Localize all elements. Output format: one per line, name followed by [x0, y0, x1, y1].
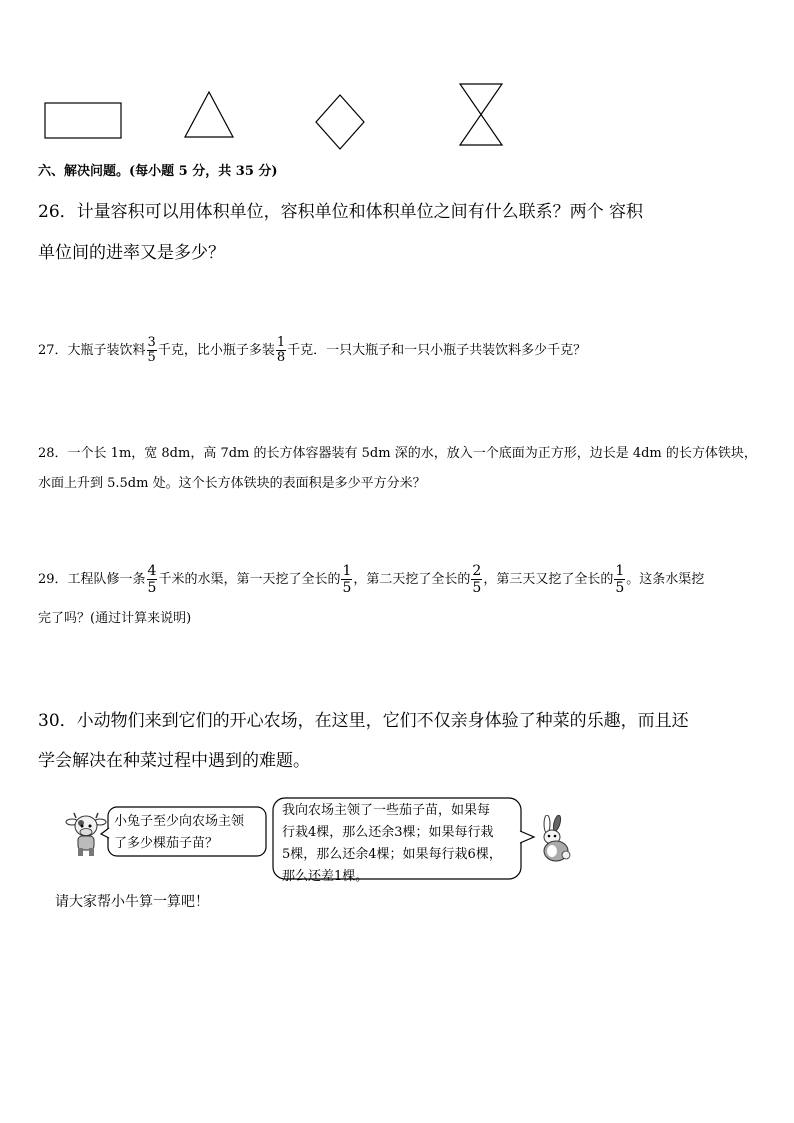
- rabbit-icon: [536, 815, 572, 863]
- diamond-shape: [314, 93, 366, 151]
- section-title: 六、解决问题。(每小题 5 分，共 35 分): [38, 164, 278, 179]
- q27-text: [38, 336, 586, 365]
- fraction-numerator: 1: [342, 563, 352, 579]
- q29-part4: ，第三天又挖了全长的: [483, 572, 614, 587]
- q29-part2: 千米的水渠，第一天挖了全长的: [158, 572, 341, 587]
- q28-line2: 水面上升到 5.5dm 处。这个长方体铁块的表面积是多少平方分米？: [38, 476, 426, 491]
- rabbit-bubble-line: 那么还差1棵。: [282, 869, 369, 884]
- q29-part1: 29．工程队修一条: [38, 572, 146, 587]
- fraction-numerator: 4: [147, 563, 157, 579]
- hourglass-shape: [458, 82, 504, 148]
- q29-fraction-2: [341, 563, 352, 596]
- fraction-numerator: 3: [147, 335, 156, 350]
- q27-part3: 千克．一只大瓶子和一只小瓶子共装饮料多少千克？: [287, 343, 587, 358]
- q29-text: [38, 563, 704, 596]
- fraction-denominator: 5: [147, 580, 157, 596]
- rabbit-bubble-line: 行栽4棵，那么还余3棵；如果每行栽: [282, 825, 494, 840]
- q28-line1: 28．一个长 1m，宽 8dm，高 7dm 的长方体容器装有 5dm 深的水，放入一个底面为正方形，边长是 4dm 的长方体铁块，: [38, 446, 757, 461]
- q27-fraction-2: [276, 336, 286, 365]
- cow-bubble-line: 了多少棵茄子苗？: [114, 836, 219, 851]
- rectangle-shape: [44, 102, 122, 140]
- q26-line2: 单位间的进率又是多少？: [38, 243, 225, 263]
- fraction-denominator: 5: [615, 580, 625, 596]
- q29-fraction-1: [147, 563, 158, 596]
- cow-bubble-line: 小兔子至少向农场主领: [114, 814, 245, 829]
- q29-part5: 。这条水渠挖: [626, 572, 705, 587]
- fraction-denominator: 5: [147, 350, 156, 365]
- q29-part3: ，第二天挖了全长的: [353, 572, 471, 587]
- fraction-numerator: 1: [615, 563, 625, 579]
- triangle-shape: [183, 90, 235, 140]
- fraction-denominator: 8: [276, 350, 286, 365]
- fraction-numerator: 1: [276, 335, 286, 350]
- cow-speech-bubble: [114, 811, 264, 855]
- fraction-denominator: 5: [472, 580, 482, 596]
- q26-line1: 26．计量容积可以用体积单位，容积单位和体积单位之间有什么联系？两个 容积: [38, 202, 644, 222]
- q27-part2: 千克，比小瓶子多装: [157, 343, 275, 358]
- rabbit-speech-bubble: [282, 800, 522, 888]
- q30-footer: 请大家帮小牛算一算吧！: [55, 894, 209, 910]
- q27-fraction-1: [147, 336, 157, 365]
- q29-line2: 完了吗？(通过计算来说明): [38, 611, 192, 626]
- q30-line1: 30．小动物们来到它们的开心农场，在这里，它们不仅亲身体验了种菜的乐趣，而且还: [38, 711, 689, 731]
- q29-fraction-3: [471, 563, 482, 596]
- rabbit-bubble-line: 我向农场主领了一些茄子苗，如果每: [282, 803, 491, 818]
- fraction-denominator: 5: [342, 580, 352, 596]
- fraction-numerator: 2: [472, 563, 482, 579]
- rabbit-bubble-line: 5棵，那么还余4棵；如果每行栽6棵，: [282, 847, 502, 862]
- q30-line2: 学会解决在种菜过程中遇到的难题。: [38, 751, 310, 771]
- q29-fraction-4: [614, 563, 625, 596]
- q27-part1: 27．大瓶子装饮料: [38, 343, 146, 358]
